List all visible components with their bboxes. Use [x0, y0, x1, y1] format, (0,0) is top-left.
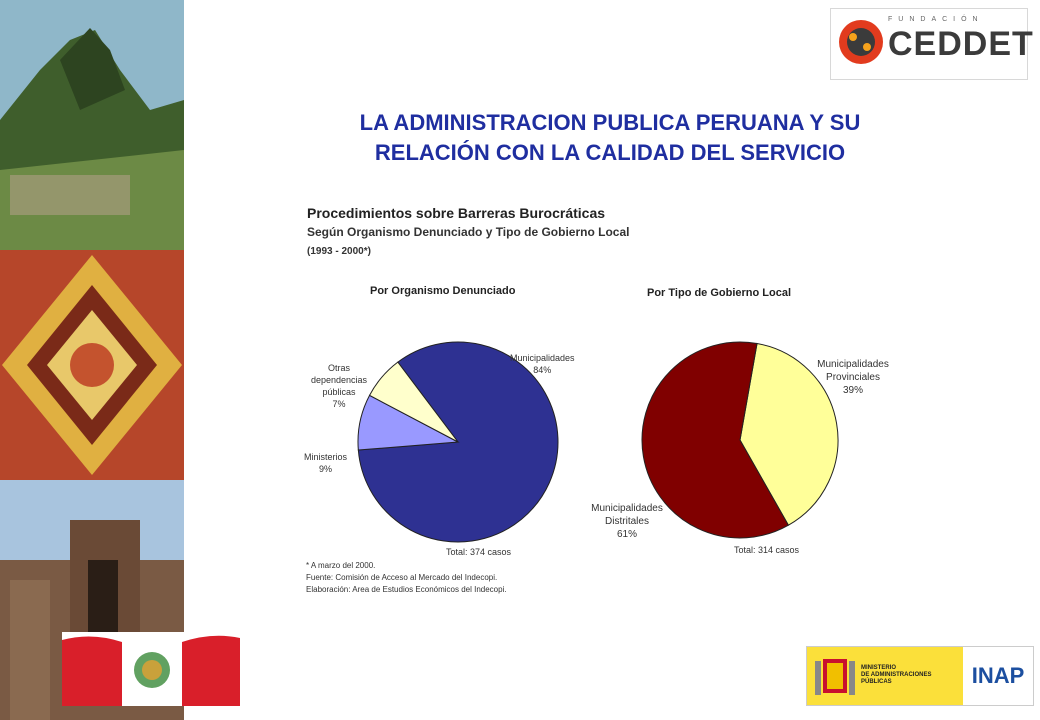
note-source: Fuente: Comisión de Acceso al Mercado del Indecopi. — [306, 573, 498, 582]
ceddet-emblem-icon — [837, 17, 885, 67]
inap-text: INAP — [963, 647, 1033, 705]
logo-small-text: FUNDACIÓN — [888, 16, 984, 23]
pie2-label-provinciales: Municipalidades Provinciales 39% — [817, 359, 889, 396]
pie1-label-municipalidades: Municipalidades 84% — [510, 353, 575, 375]
chart-header: Procedimientos sobre Barreras Burocráticas — [307, 205, 606, 221]
chart-area — [300, 185, 900, 605]
title-line-1: LA ADMINISTRACION PUBLICA PERUANA Y SU — [359, 110, 861, 135]
pie1-label-ministerios: Ministerios 9% — [304, 452, 348, 474]
spain-coat-of-arms-icon — [813, 651, 857, 701]
note-elaboration: Elaboración: Area de Estudios Económicos del Indecopi. — [306, 585, 507, 594]
pie2-label-distritales: Municipalidades Distritales 61% — [591, 503, 663, 540]
pie2-title: Por Tipo de Gobierno Local — [647, 287, 792, 299]
left-photo-strip — [0, 0, 184, 720]
ministry-text: MINISTERIO DE ADMINISTRACIONES PÚBLICAS — [861, 665, 932, 685]
logo-big-text: CEDDET — [888, 25, 1034, 63]
ministry-inap-logo — [806, 646, 1034, 706]
pie1-label-otras: Otras dependencias públicas 7% — [310, 363, 368, 409]
page-title — [230, 108, 990, 168]
chart-subheader: Según Organismo Denunciado y Tipo de Gobierno Local — [307, 225, 630, 239]
note-date: * A marzo del 2000. — [306, 561, 376, 570]
pie1-total: Total: 374 casos — [446, 547, 512, 557]
pie2-total: Total: 314 casos — [734, 545, 800, 555]
chart-period: (1993 - 2000*) — [307, 246, 371, 257]
peru-flag-icon — [62, 632, 240, 706]
decorative-photos — [0, 0, 184, 720]
title-line-2: RELACIÓN CON LA CALIDAD DEL SERVICIO — [374, 140, 846, 165]
pie1-title: Por Organismo Denunciado — [370, 285, 516, 297]
